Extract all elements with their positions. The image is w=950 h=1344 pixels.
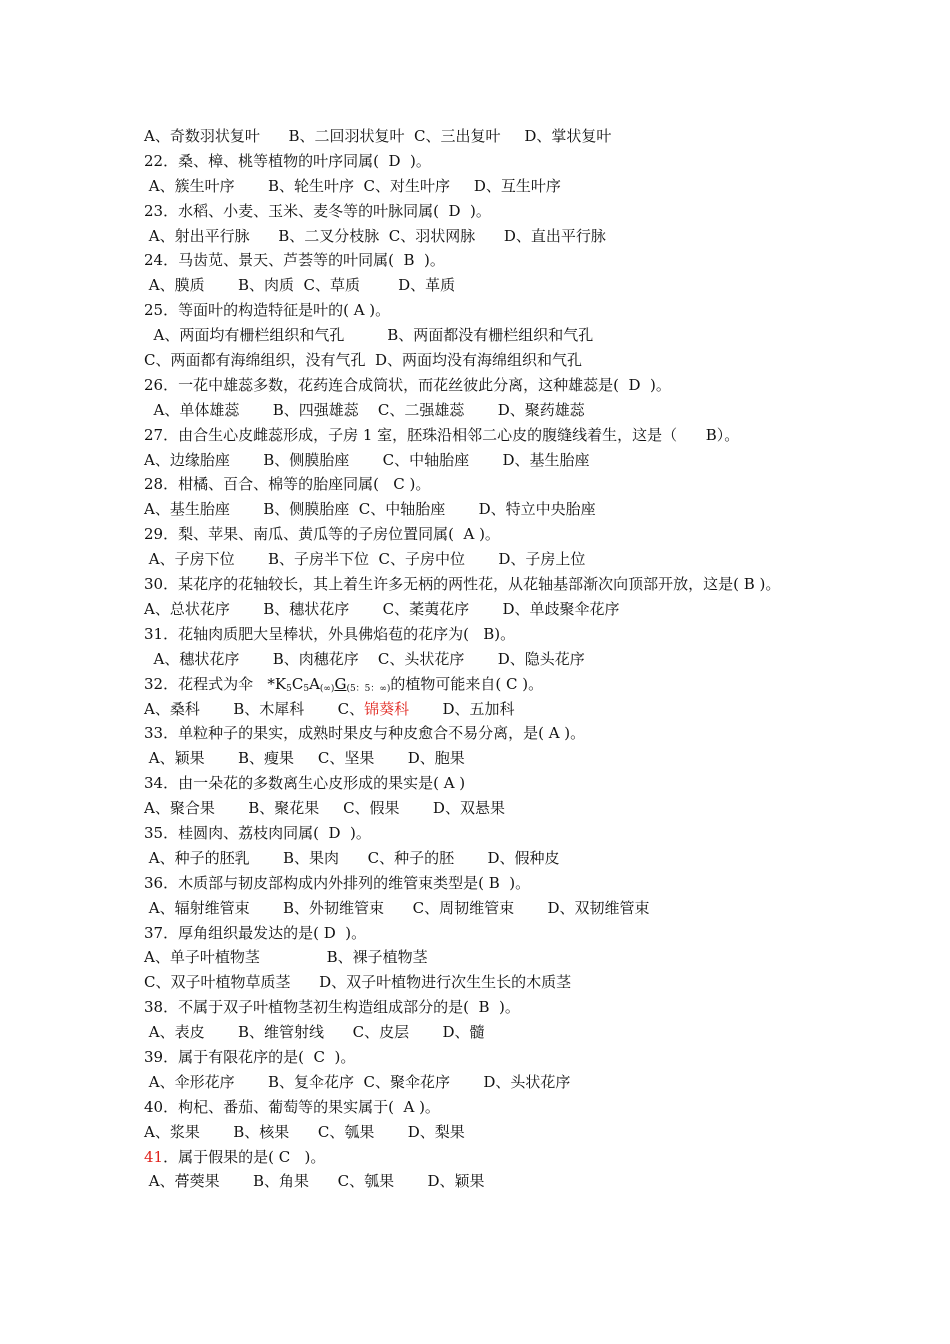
answer-options: A、单体雄蕊 B、四强雄蕊 C、二强雄蕊 D、聚药雄蕊 bbox=[144, 400, 585, 419]
formula-c-sub: 5 bbox=[303, 683, 310, 694]
formula-g-sub: (5：5：∞) bbox=[346, 683, 391, 694]
answer-options: A、两面均有栅栏组织和气孔 B、两面都没有栅栏组织和气孔 bbox=[144, 326, 594, 345]
question-28: 28．柑橘、百合、棉等的胎座同属( C )。 bbox=[144, 475, 431, 494]
formula-g: G bbox=[334, 674, 347, 693]
options-pre: A、桑科 B、木犀科 C、 bbox=[144, 699, 365, 718]
question-31: 31．花轴肉质肥大呈棒状，外具佛焰苞的花序为( B)。 bbox=[144, 624, 516, 643]
answer-options: A、穗状花序 B、肉穗花序 C、头状花序 D、隐头花序 bbox=[144, 649, 585, 668]
highlighted-option: 锦葵科 bbox=[364, 699, 410, 718]
answer-options: A、单子叶植物茎 B、裸子植物茎 bbox=[144, 948, 428, 967]
formula-a-sub: (∞) bbox=[319, 683, 335, 694]
question-41 bbox=[144, 1145, 824, 1170]
answer-options: A、边缘胎座 B、侧膜胎座 C、中轴胎座 D、基生胎座 bbox=[144, 450, 590, 469]
question-36: 36．木质部与韧皮部构成内外排列的维管束类型是( B )。 bbox=[144, 873, 531, 892]
question-22: 22．桑、樟、桃等植物的叶序同属( D )。 bbox=[144, 151, 431, 170]
answer-options: A、伞形花序 B、复伞花序 C、聚伞花序 D、头状花序 bbox=[144, 1072, 571, 1091]
question-33: 33．单粒种子的果实，成熟时果皮与种皮愈合不易分离，是( A )。 bbox=[144, 724, 586, 743]
formula-c: C bbox=[291, 674, 304, 693]
answer-options: A、蓇葖果 B、角果 C、瓠果 D、颖果 bbox=[144, 1172, 485, 1191]
formula-a: A bbox=[309, 674, 320, 693]
question-26: 26．一花中雄蕊多数，花药连合成筒状，而花丝彼此分离，这种雄蕊是( D )。 bbox=[144, 375, 671, 394]
options-post: D、五加科 bbox=[409, 699, 515, 718]
answer-options: A、子房下位 B、子房半下位 C、子房中位 D、子房上位 bbox=[144, 550, 586, 569]
answer-options: A、颖果 B、瘦果 C、坚果 D、胞果 bbox=[144, 749, 465, 768]
question-32-suffix: 的植物可能来自( C )。 bbox=[390, 674, 544, 693]
question-38: 38．不属于双子叶植物茎初生构造组成部分的是( B )。 bbox=[144, 998, 520, 1017]
formula-k-sub: 5 bbox=[286, 683, 292, 694]
question-32 bbox=[144, 672, 824, 697]
question-30: 30．某花序的花轴较长，其上着生许多无柄的两性花，从花轴基部渐次向顶部开放，这是( B )。 bbox=[144, 575, 781, 594]
question-32-prefix: 32．花程式为伞 * bbox=[144, 674, 275, 693]
question-37: 37．厚角组织最发达的是( D )。 bbox=[144, 923, 367, 942]
question-24: 24．马齿苋、景天、芦荟等的叶同属( B )。 bbox=[144, 251, 445, 270]
answer-options: A、聚合果 B、聚花果 C、假果 D、双悬果 bbox=[144, 799, 505, 818]
question-29: 29．梨、苹果、南瓜、黄瓜等的子房位置同属( A )。 bbox=[144, 525, 500, 544]
answer-options: C、两面都有海绵组织，没有气孔 D、两面均没有海绵组织和气孔 bbox=[144, 351, 583, 370]
question-list bbox=[144, 124, 824, 1194]
question-25: 25．等面叶的构造特征是叶的( A )。 bbox=[144, 301, 391, 320]
answer-options bbox=[144, 697, 824, 722]
answer-options: C、双子叶植物草质茎 D、双子叶植物进行次生生长的木质茎 bbox=[144, 973, 572, 992]
question-35: 35．桂圆肉、荔枝肉同属( D )。 bbox=[144, 823, 371, 842]
answer-options: A、簇生叶序 B、轮生叶序 C、对生叶序 D、互生叶序 bbox=[144, 176, 561, 195]
answer-options: A、辐射维管束 B、外韧维管束 C、周韧维管束 D、双韧维管束 bbox=[144, 898, 650, 917]
answer-options: A、种子的胚乳 B、果肉 C、种子的胚 D、假种皮 bbox=[144, 848, 560, 867]
question-39: 39．属于有限花序的是( C )。 bbox=[144, 1047, 356, 1066]
question-40: 40．枸杞、番茄、葡萄等的果实属于( A )。 bbox=[144, 1097, 440, 1116]
answer-options: A、浆果 B、核果 C、瓠果 D、梨果 bbox=[144, 1122, 465, 1141]
formula-k: K bbox=[274, 674, 287, 693]
answer-options: A、奇数羽状复叶 B、二回羽状复叶 C、三出复叶 D、掌状复叶 bbox=[144, 127, 612, 145]
answer-options: A、总状花序 B、穗状花序 C、葇荑花序 D、单歧聚伞花序 bbox=[144, 599, 620, 618]
answer-options: A、膜质 B、肉质 C、草质 D、革质 bbox=[144, 276, 456, 295]
answer-options: A、射出平行脉 B、二叉分枝脉 C、羽状网脉 D、直出平行脉 bbox=[144, 226, 606, 245]
answer-options: A、基生胎座 B、侧膜胎座 C、中轴胎座 D、特立中央胎座 bbox=[144, 500, 596, 519]
question-41-text: ．属于假果的是( C )。 bbox=[163, 1147, 326, 1166]
question-27: 27．由合生心皮雌蕊形成，子房 1 室，胚珠沿相邻二心皮的腹缝线着生，这是（ B）。 bbox=[144, 425, 740, 444]
question-34: 34．由一朵花的多数离生心皮形成的果实是( A ) bbox=[144, 774, 466, 793]
answer-options: A、表皮 B、维管射线 C、皮层 D、髓 bbox=[144, 1023, 485, 1042]
question-23: 23．水稻、小麦、玉米、麦冬等的叶脉同属( D )。 bbox=[144, 201, 491, 220]
question-41-number: 41 bbox=[144, 1147, 164, 1166]
